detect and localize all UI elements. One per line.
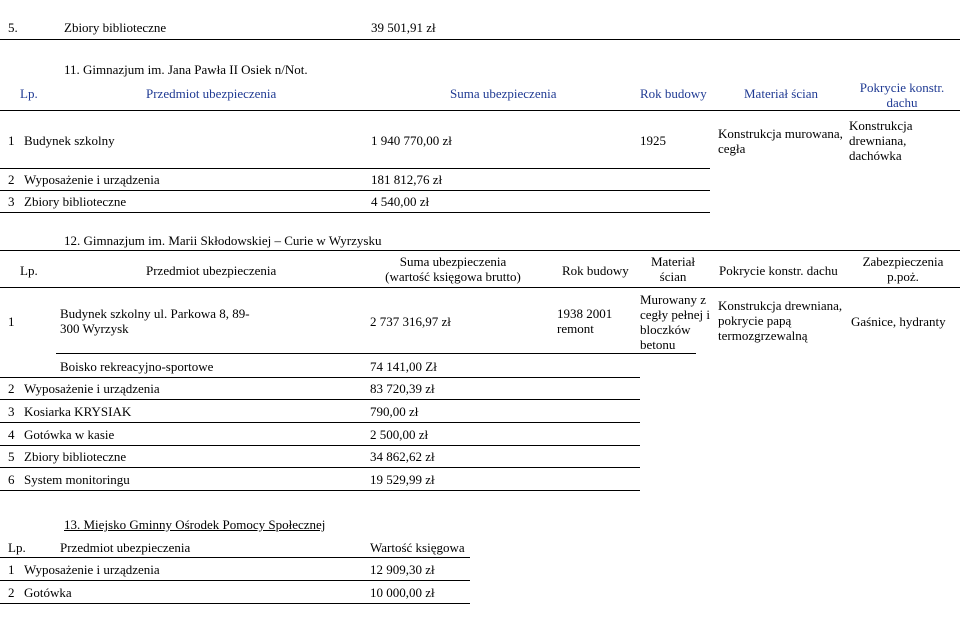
header-subject: Przedmiot ubezpieczenia — [146, 86, 277, 101]
cell-sum: 1 940 770,00 zł — [371, 133, 452, 148]
header-subject: Przedmiot ubezpieczenia — [146, 263, 277, 278]
cell-sum: 83 720,39 zł — [370, 381, 435, 396]
cell-year: 1938 2001 remont — [557, 306, 613, 336]
cell-sum: 2 500,00 zł — [370, 427, 429, 442]
cell-subject: Zbiory biblioteczne — [24, 194, 127, 209]
cell-lp: 1 — [8, 133, 15, 148]
header-wall: Materiał ścian — [744, 86, 818, 101]
divider — [0, 467, 640, 468]
cell-sum: 19 529,99 zł — [370, 472, 435, 487]
cell-sum: 4 540,00 zł — [371, 194, 430, 209]
cell-subject: Boisko rekreacyjno-sportowe — [60, 359, 214, 374]
divider — [56, 353, 696, 354]
header-lp: Lp. — [8, 540, 26, 555]
section-title: 13. Miejsko Gminny Ośrodek Pomocy Społecznej — [64, 517, 326, 532]
cell-value: 10 000,00 zł — [370, 585, 435, 600]
cell-lp: 6 — [8, 472, 15, 487]
cell-lp: 2 — [8, 585, 15, 600]
row-number: 5. — [8, 20, 18, 35]
divider — [0, 287, 960, 288]
header-protection: Zabezpieczenia p.poż. — [862, 254, 944, 284]
header-sum: Suma ubezpieczenia (wartość księgowa brutto) — [385, 254, 521, 284]
section-title: 12. Gimnazjum im. Marii Skłodowskiej – Curie w Wyrzysku — [64, 233, 382, 248]
header-lp: Lp. — [20, 86, 38, 101]
cell-wall: Konstrukcja murowana, cegła — [718, 126, 843, 156]
row-item: Zbiory biblioteczne — [64, 20, 167, 35]
cell-lp: 5 — [8, 449, 15, 464]
cell-sum: 790,00 zł — [370, 404, 419, 419]
divider — [0, 377, 640, 378]
row-amount: 39 501,91 zł — [371, 20, 436, 35]
header-subject: Przedmiot ubezpieczenia — [60, 540, 191, 555]
cell-protection: Gaśnice, hydranty — [851, 314, 946, 329]
cell-lp: 4 — [8, 427, 15, 442]
divider — [0, 580, 470, 581]
section-title: 11. Gimnazjum im. Jana Pawła II Osiek n/Not. — [64, 62, 308, 77]
header-value: Wartość księgowa — [370, 540, 465, 555]
cell-roof: Konstrukcja drewniana, dachówka — [849, 118, 913, 163]
divider — [0, 212, 710, 213]
header-wall: Materiał ścian — [650, 254, 696, 284]
divider — [0, 190, 710, 191]
cell-subject: Kosiarka KRYSIAK — [24, 404, 132, 419]
cell-subject: Budynek szkolny — [24, 133, 115, 148]
cell-sum: 181 812,76 zł — [371, 172, 443, 187]
cell-lp: 3 — [8, 404, 15, 419]
cell-lp: 2 — [8, 381, 15, 396]
cell-subject: Wyposażenie i urządzenia — [24, 172, 160, 187]
header-year: Rok budowy — [562, 263, 629, 278]
divider — [0, 445, 640, 446]
cell-lp: 1 — [8, 562, 15, 577]
divider — [0, 399, 640, 400]
divider — [0, 168, 710, 169]
cell-wall: Murowany z cegły pełnej i bloczków betonu — [640, 292, 711, 352]
cell-subject: Zbiory biblioteczne — [24, 449, 127, 464]
divider — [0, 39, 960, 40]
cell-subject: System monitoringu — [24, 472, 130, 487]
header-roof: Pokrycie konstr. dachu — [859, 80, 945, 110]
cell-subject: Wyposażenie i urządzenia — [24, 381, 160, 396]
cell-subject: Budynek szkolny ul. Parkowa 8, 89-300 Wyrzysk — [60, 306, 250, 336]
header-lp: Lp. — [20, 263, 38, 278]
cell-lp: 1 — [8, 314, 15, 329]
cell-subject: Wyposażenie i urządzenia — [24, 562, 160, 577]
divider — [0, 110, 960, 111]
cell-subject: Gotówka — [24, 585, 72, 600]
divider — [0, 490, 640, 491]
divider — [0, 557, 470, 558]
cell-lp: 2 — [8, 172, 15, 187]
divider — [0, 250, 960, 251]
header-roof: Pokrycie konstr. dachu — [719, 263, 838, 278]
divider — [0, 422, 640, 423]
cell-value: 12 909,30 zł — [370, 562, 435, 577]
header-year: Rok budowy — [640, 86, 707, 101]
cell-sum: 74 141,00 Zł — [370, 359, 437, 374]
cell-sum: 34 862,62 zł — [370, 449, 435, 464]
cell-year: 1925 — [640, 133, 666, 148]
header-sum: Suma ubezpieczenia — [450, 86, 557, 101]
cell-sum: 2 737 316,97 zł — [370, 314, 451, 329]
divider — [0, 603, 470, 604]
cell-lp: 3 — [8, 194, 15, 209]
cell-subject: Gotówka w kasie — [24, 427, 115, 442]
cell-roof: Konstrukcja drewniana, pokrycie papą termozgrzewalną — [718, 298, 843, 343]
